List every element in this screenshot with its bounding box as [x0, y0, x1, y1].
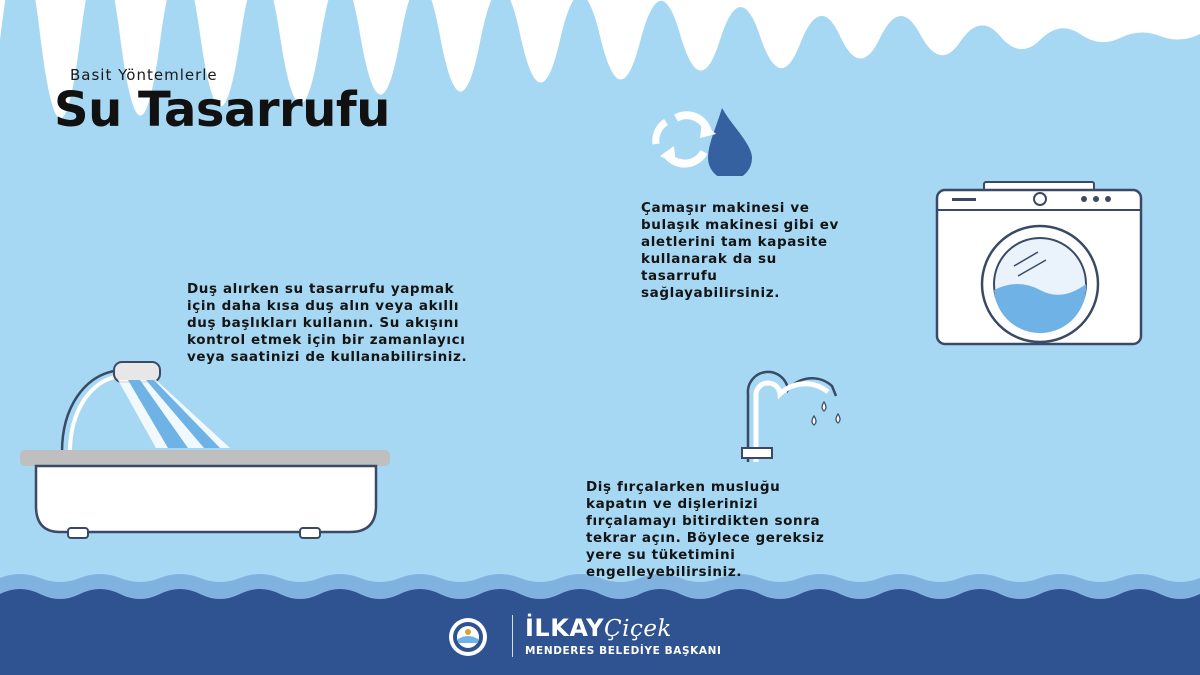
brand-subtitle: MENDERES BELEDİYE BAŞKANI: [525, 645, 722, 657]
recycle-water-drop-icon: [636, 104, 766, 176]
brand-last-name: Çiçek: [603, 616, 672, 642]
bathtub-shower-icon: [20, 356, 392, 546]
subtitle: Basit Yöntemlerle: [70, 66, 218, 84]
footer-divider: [512, 615, 513, 657]
tip-faucet: Diş fırçalarken musluğu kapatın ve dişlerinizi fırçalamayı bitirdikten sonra tekrar açın. Böylece gereksiz yere su tüketimini engelleyebilirsiniz.: [586, 479, 825, 580]
tip-shower: Duş alırken su tasarrufu yapmak için daha kısa duş alın veya akıllı duş başlıkları kullanın. Su akışını kontrol etmek için bir zamanlayıcı veya saatinizi de kullanabilirsiniz.: [187, 281, 468, 365]
washing-machine-icon: [934, 180, 1146, 348]
brand-name: [525, 614, 785, 643]
faucet-icon: [740, 370, 856, 466]
page-title: Su Tasarrufu: [54, 82, 390, 138]
brand-first-name: İLKAY: [525, 614, 604, 642]
footer-brand: [525, 614, 785, 657]
tip-appliances: Çamaşır makinesi ve bulaşık makinesi gibi ev aletlerini tam kapasite kullanarak da su tasarrufu sağlayabilirsiniz.: [641, 200, 839, 301]
municipality-seal-icon: [448, 617, 488, 657]
